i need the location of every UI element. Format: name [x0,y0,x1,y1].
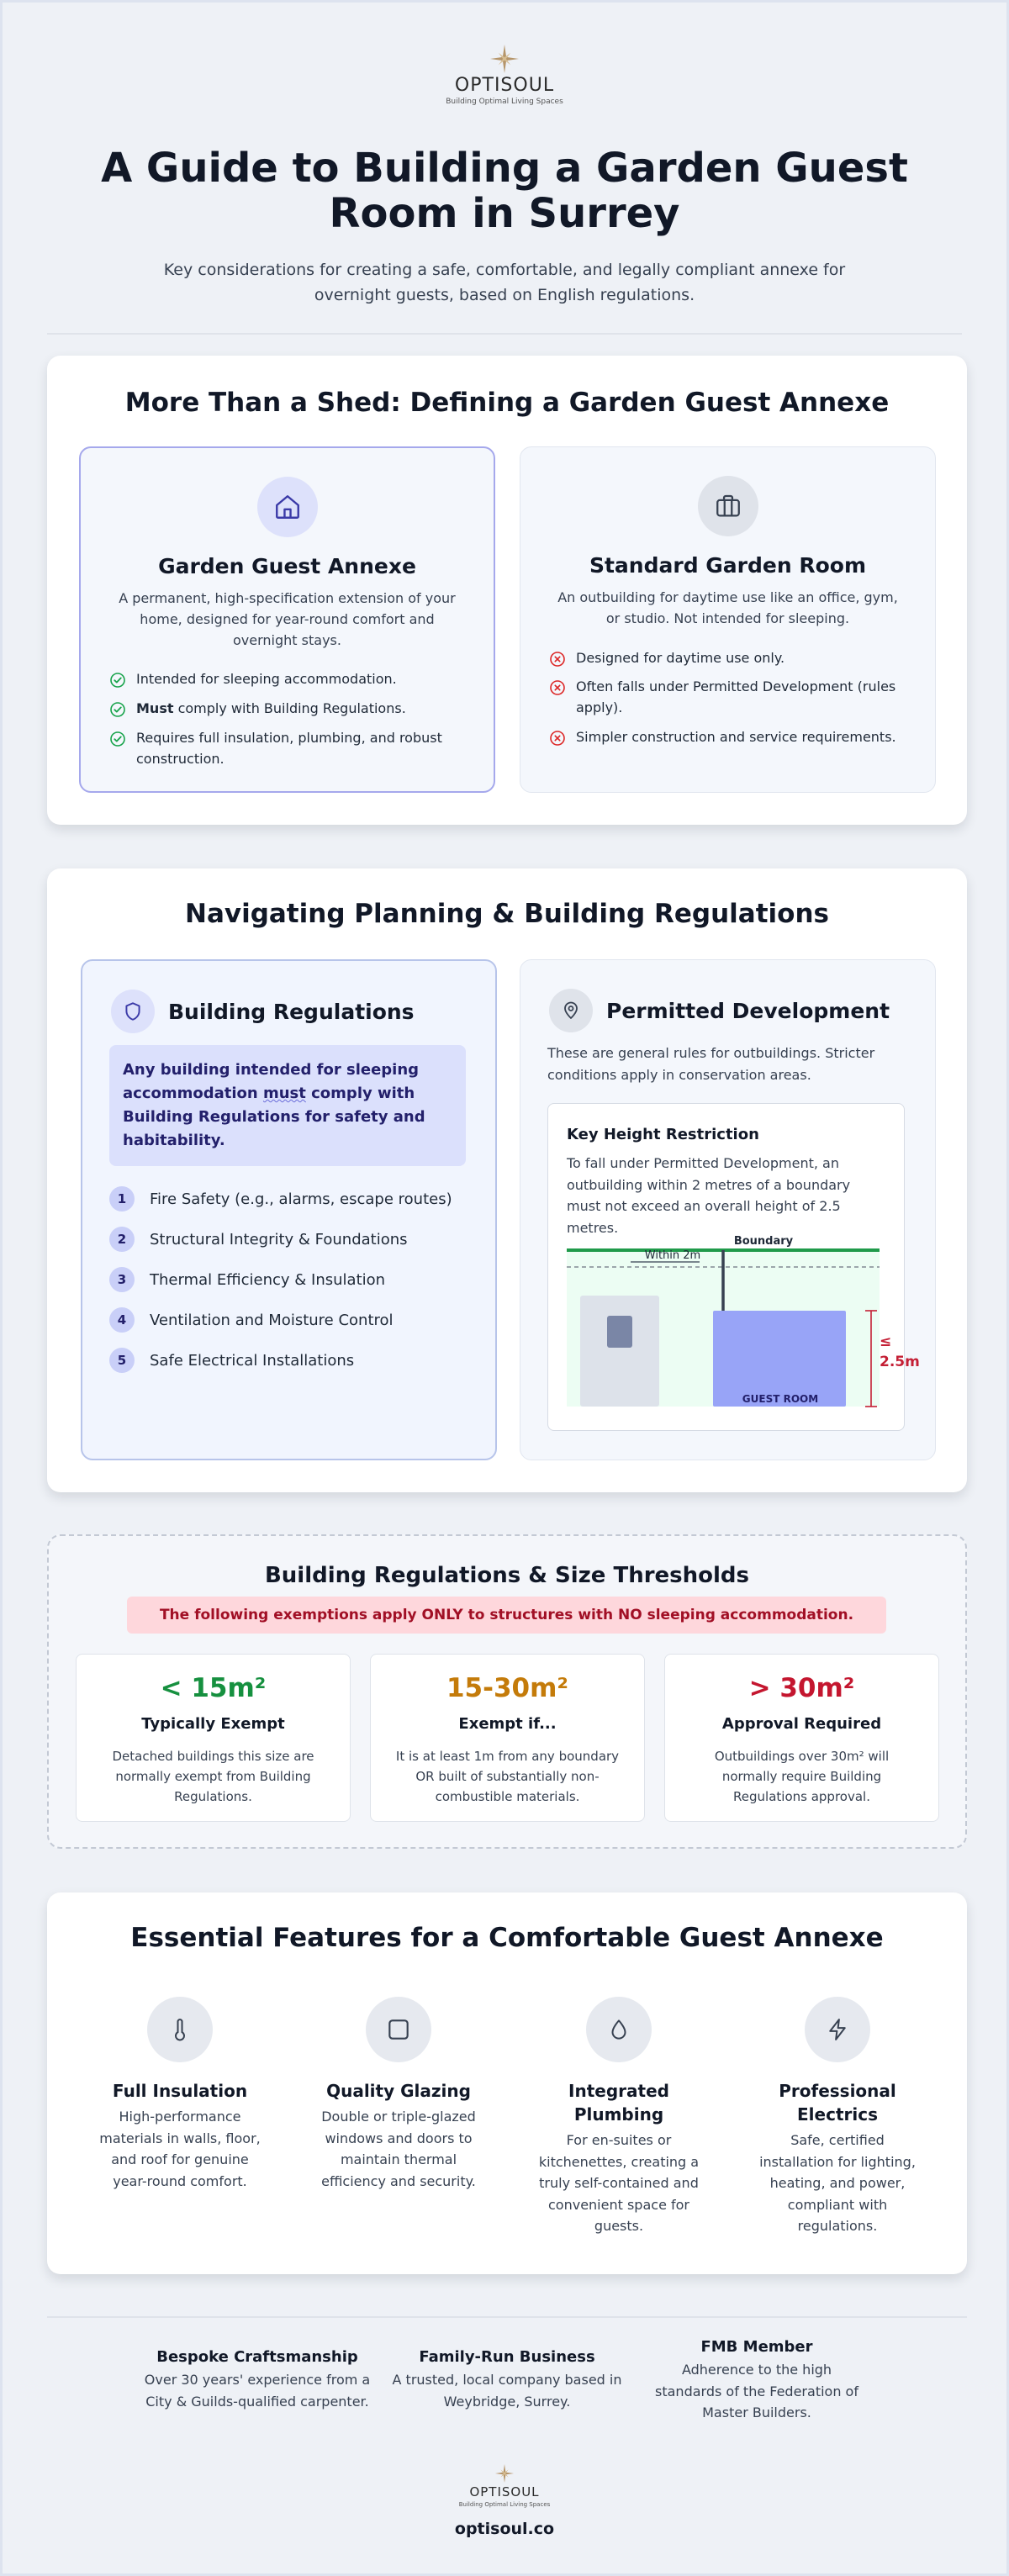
permitted-development-title: Permitted Development [606,998,890,1023]
feature-description: Double or triple-glazed windows and doors to maintain thermal efficiency and security. [321,2109,476,2189]
threshold-value: < 15m² [160,1673,267,1703]
regulations-callout [109,1045,466,1166]
threshold-value: 15-30m² [446,1673,569,1703]
height-restriction-diagram [567,1230,920,1415]
exemption-warning: The following exemptions apply ONLY to structures with NO sleeping accommodation. [127,1597,886,1634]
point-text [136,699,406,720]
footer-column-title: FMB Member [700,2338,813,2356]
list-item [109,1307,452,1333]
page-subtitle: Key considerations for creating a safe, comfortable, and legally compliant annexe for overnight guests, based on English regulations. [163,260,846,304]
threshold-card-large [664,1654,939,1822]
number-badge: 2 [109,1227,135,1252]
page-title: A Guide to Building a Garden Guest Room in Surrey [101,145,908,237]
guest-annexe-points [109,669,463,769]
brand-logo[interactable] [3,45,1006,106]
x-circle-icon [549,730,566,747]
guest-room-label: GUEST ROOM [742,1393,819,1405]
header [3,3,1006,335]
guest-room-shape [713,1311,846,1407]
feature-title: Quality Glazing [326,2081,471,2101]
footer-column-craftsmanship [135,2348,379,2412]
footer-column-description: Adherence to the high standards of the Federation of Master Builders. [655,2362,858,2421]
star-logo-icon [495,2464,514,2483]
garden-room-points [549,648,905,748]
within-label: Within 2m [644,1249,701,1262]
regulations-list [109,1186,452,1388]
window-square-icon [366,1997,431,2062]
features-section [47,1892,967,2274]
feature-description: For en-suites or kitchenettes, creating a truly self-contained and convenient space for guests. [538,2132,700,2235]
garden-room-title: Standard Garden Room [589,553,867,578]
brand-tagline: Building Optimal Living Spaces [458,2501,551,2508]
point-bold: Must [136,700,174,717]
feature-description: High-performance materials in walls, floor, and roof for genuine year-round comfort. [99,2109,261,2189]
item-text: Safe Electrical Installations [150,1351,355,1370]
house-window [607,1316,632,1348]
list-item [109,699,463,720]
height-value: 2.5m [880,1354,920,1370]
footer-divider [47,2316,967,2318]
list-item [109,669,463,690]
threshold-description: It is at least 1m from any boundary OR built of substantially non-combustible materials. [395,1749,620,1804]
permitted-development-header [549,989,890,1032]
point-text: Requires full insulation, plumbing, and robust construction. [136,729,442,767]
feature-glazing [306,1997,491,2192]
point-text: Simpler construction and service requirements. [576,728,896,745]
lightning-icon [805,1997,870,2062]
home-icon [257,477,318,537]
size-thresholds-title: Building Regulations & Size Thresholds [264,1563,750,1588]
star-logo-icon [490,45,519,73]
brand-name: OPTISOUL [454,75,555,96]
feature-title: Full Insulation [112,2081,248,2101]
threshold-value: > 30m² [748,1673,855,1703]
brand-tagline: Building Optimal Living Spaces [446,98,563,106]
features-title: Essential Features for a Comfortable Guest Annexe [130,1923,884,1953]
point-text: Intended for sleeping accommodation. [136,671,397,688]
threshold-label: Exempt if... [458,1715,557,1733]
feature-description: Safe, certified installation for lighting, heating, and power, compliant with regulations. [759,2132,916,2235]
garden-room-description: An outbuilding for daytime use like an office, gym, or studio. Not intended for sleeping. [557,589,898,626]
height-restriction-box [547,1103,920,1431]
footer-column-family [385,2348,629,2412]
location-pin-icon [549,989,593,1032]
threshold-card-medium [370,1654,645,1822]
threshold-description: Outbuildings over 30m² will normally require Building Regulations approval. [714,1749,890,1804]
check-circle-icon [109,672,126,689]
footer-column-description: Over 30 years' experience from a City & Guilds-qualified carpenter. [144,2372,371,2410]
height-symbol: ≤ [880,1333,892,1350]
building-regulations-header [111,990,415,1033]
item-text: Structural Integrity & Foundations [150,1230,408,1248]
feature-electrics [745,1997,930,2237]
list-item [549,727,905,748]
regulations-section [47,868,967,1492]
website-link[interactable]: optisoul.co [454,2520,555,2538]
footer-logo[interactable] [459,2464,551,2508]
permitted-development-card [520,959,936,1460]
building-regulations-title: Building Regulations [168,999,415,1024]
guest-annexe-title: Garden Guest Annexe [158,554,416,578]
callout-emphasis: must [262,1084,306,1102]
footer-column-description: A trusted, local company based in Weybridge, Surrey. [392,2372,622,2410]
shield-icon [111,990,155,1033]
threshold-label: Typically Exempt [141,1715,285,1733]
item-text: Fire Safety (e.g., alarms, escape routes) [150,1190,452,1208]
callout-text-end: comply with Building Regulations for safety and habitability. [123,1084,425,1149]
feature-title: Professional Electrics [779,2081,896,2125]
brand-name: OPTISOUL [469,2484,540,2499]
list-item [109,1186,452,1211]
item-text: Thermal Efficiency & Insulation [150,1270,386,1289]
footer-column-title: Bespoke Craftsmanship [156,2348,358,2366]
footer-column-fmb [635,2338,879,2424]
list-item [109,728,463,770]
x-circle-icon [549,651,566,668]
number-badge: 1 [109,1186,135,1211]
list-item [109,1348,452,1373]
header-divider [47,333,962,335]
point-text: Designed for daytime use only. [576,649,785,666]
list-item [109,1227,452,1252]
guest-annexe-card [79,446,495,793]
list-item [549,677,905,719]
boundary-label: Boundary [733,1235,794,1248]
item-text: Ventilation and Moisture Control [150,1311,394,1329]
height-restriction-description: To fall under Permitted Development, an outbuilding within 2 metres of a boundary must not exceed an overall height of 2.5 metres. [567,1155,851,1236]
building-regulations-card [81,959,497,1460]
house-shape [580,1296,659,1407]
footer-column-title: Family-Run Business [419,2348,595,2366]
threshold-label: Approval Required [721,1715,882,1733]
list-item [549,648,905,669]
check-circle-icon [109,731,126,747]
regulations-title: Navigating Planning & Building Regulations [185,899,829,929]
definitions-title: More Than a Shed: Defining a Garden Guest Annexe [124,388,890,418]
guest-annexe-description: A permanent, high-specification extension of your home, designed for year-round comfort and overnight stays. [119,590,456,648]
permitted-development-description: These are general rules for outbuildings. Stricter conditions apply in conservation areas. [547,1045,875,1083]
list-item [109,1267,452,1292]
threshold-card-small [76,1654,351,1822]
number-badge: 5 [109,1348,135,1373]
footer-brand [3,2464,1006,2538]
feature-insulation [87,1997,272,2192]
definitions-section [47,356,967,825]
check-circle-icon [109,701,126,718]
point-text: Often falls under Permitted Development (rules apply). [576,678,896,716]
height-restriction-title: Key Height Restriction [567,1126,759,1143]
feature-title: Integrated Plumbing [568,2081,669,2125]
thermometer-icon [147,1997,213,2062]
garden-room-card [520,446,936,793]
number-badge: 4 [109,1307,135,1333]
size-thresholds-section [47,1534,967,1849]
water-drop-icon [586,1997,652,2062]
briefcase-icon [698,476,758,536]
point-rest: comply with Building Regulations. [173,700,406,717]
number-badge: 3 [109,1267,135,1292]
feature-plumbing [526,1997,711,2237]
x-circle-icon [549,679,566,696]
callout-text: Any building intended for sleeping accommodation [123,1061,420,1102]
threshold-description: Detached buildings this size are normally exempt from Building Regulations. [112,1749,314,1804]
